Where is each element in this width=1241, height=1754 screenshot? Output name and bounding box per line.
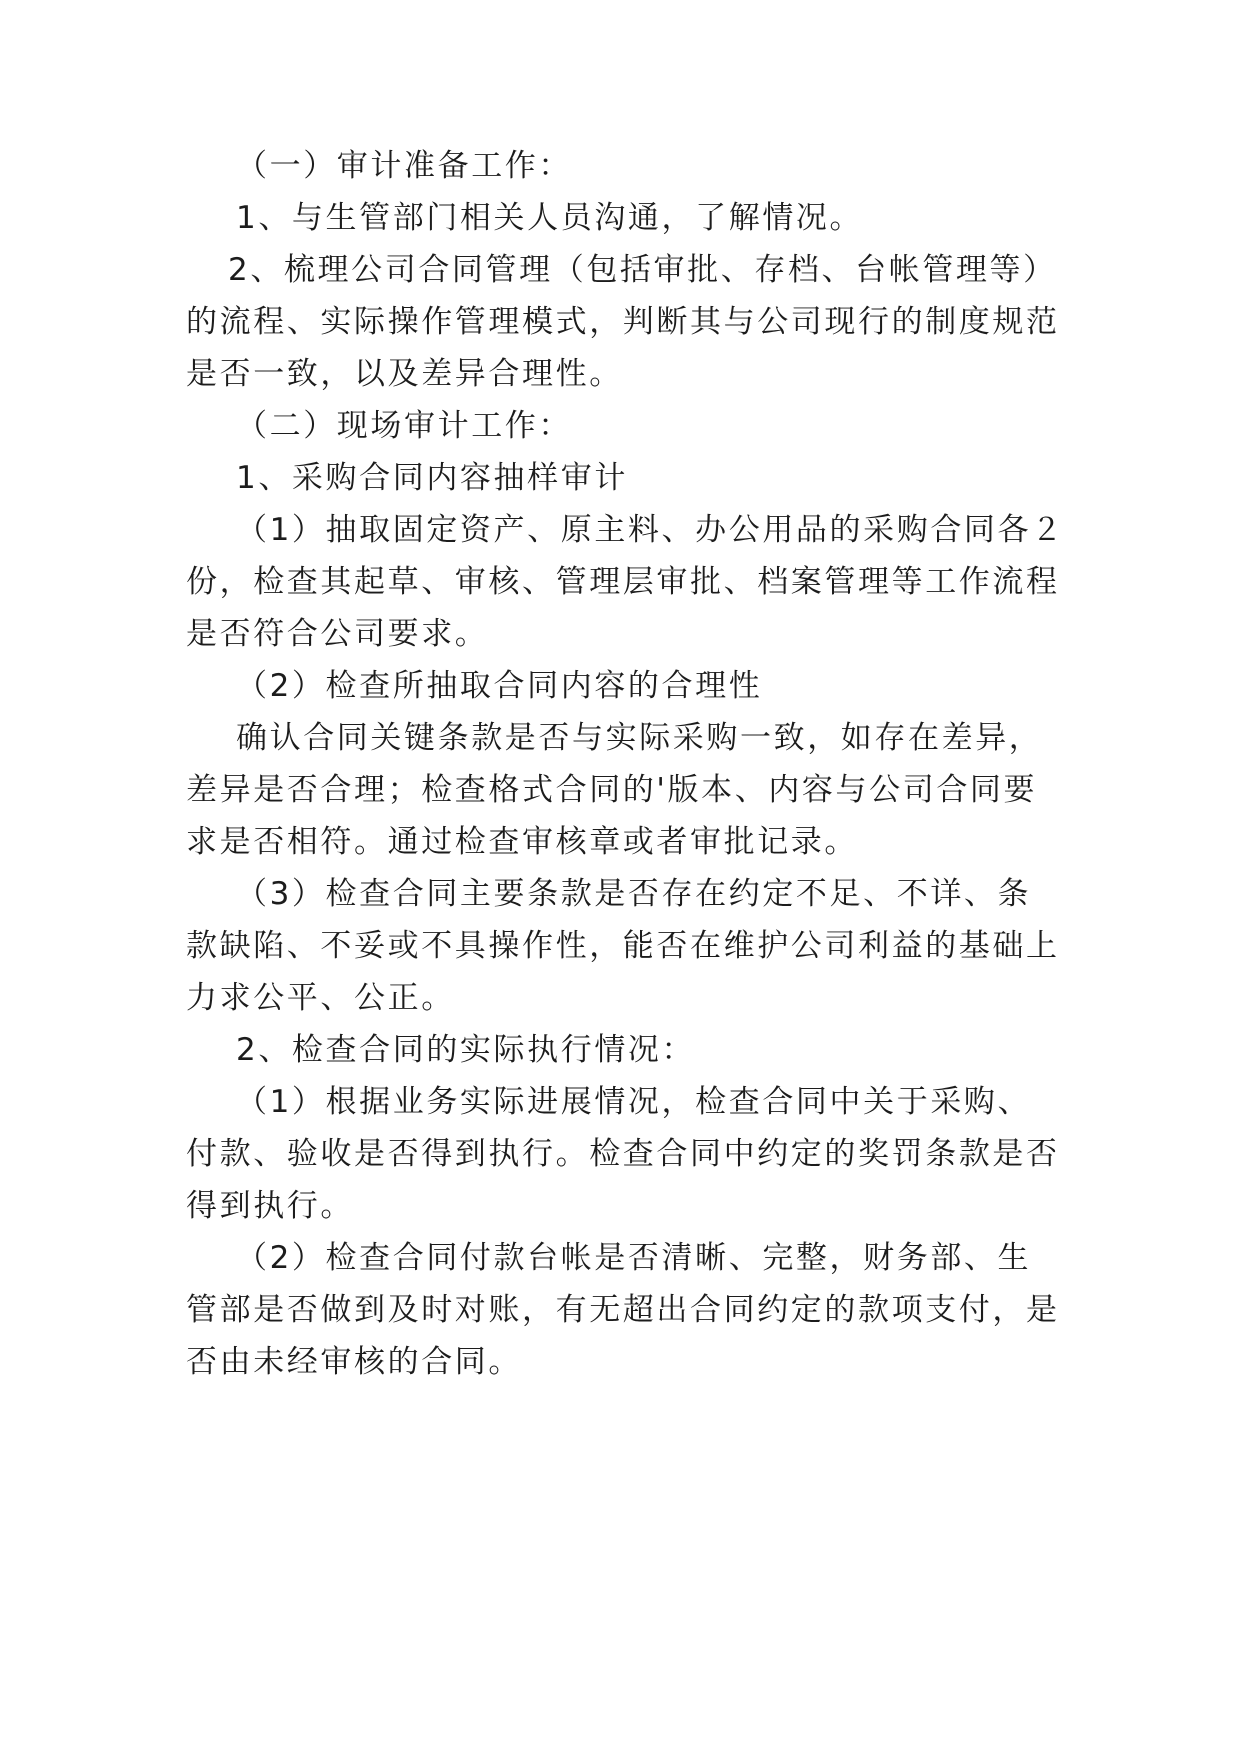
paragraph-line: （1）根据业务实际进展情况，检查合同中关于采购、: [236, 1084, 1032, 1120]
paragraph-line: 份，检查其起草、审核、管理层审批、档案管理等工作流程: [186, 564, 1060, 600]
paragraph-line: 得到执行。: [186, 1188, 354, 1224]
paragraph-line: （2）检查所抽取合同内容的合理性: [236, 668, 763, 704]
paragraph-line: 2、梳理公司合同管理（包括审批、存档、台帐管理等）: [228, 252, 1057, 288]
paragraph-line: 1、与生管部门相关人员沟通，了解情况。: [236, 200, 864, 236]
paragraph-line: （1）抽取固定资产、原主料、办公用品的采购合同各２: [236, 512, 1065, 548]
paragraph-line: 差异是否合理；检查格式合同的'版本、内容与公司合同要: [186, 772, 1038, 808]
paragraph-line: 2、检查合同的实际执行情况：: [236, 1032, 696, 1068]
paragraph-line: 管部是否做到及时对账，有无超出合同约定的款项支付，是: [186, 1292, 1060, 1328]
paragraph-line: 付款、验收是否得到执行。检查合同中约定的奖罚条款是否: [186, 1136, 1060, 1172]
paragraph-line: 力求公平、公正。: [186, 980, 455, 1016]
paragraph-line: 求是否相符。通过检查审核章或者审批记录。: [186, 824, 858, 860]
paragraph-line: 是否一致，以及差异合理性。: [186, 356, 623, 392]
section-heading-onsite: （二）现场审计工作：: [236, 408, 572, 444]
paragraph-line: 款缺陷、不妥或不具操作性，能否在维护公司利益的基础上: [186, 928, 1060, 964]
section-heading-preparation: （一）审计准备工作：: [236, 148, 572, 184]
paragraph-line: 1、采购合同内容抽样审计: [236, 460, 628, 496]
paragraph-line: （2）检查合同付款台帐是否清晰、完整，财务部、生: [236, 1240, 1032, 1276]
paragraph-line: （3）检查合同主要条款是否存在约定不足、不详、条: [236, 876, 1032, 912]
paragraph-line: 是否符合公司要求。: [186, 616, 489, 652]
paragraph-line: 的流程、实际操作管理模式，判断其与公司现行的制度规范: [186, 304, 1060, 340]
paragraph-line: 确认合同关键条款是否与实际采购一致，如存在差异，: [236, 720, 1043, 756]
paragraph-line: 否由未经审核的合同。: [186, 1344, 522, 1380]
